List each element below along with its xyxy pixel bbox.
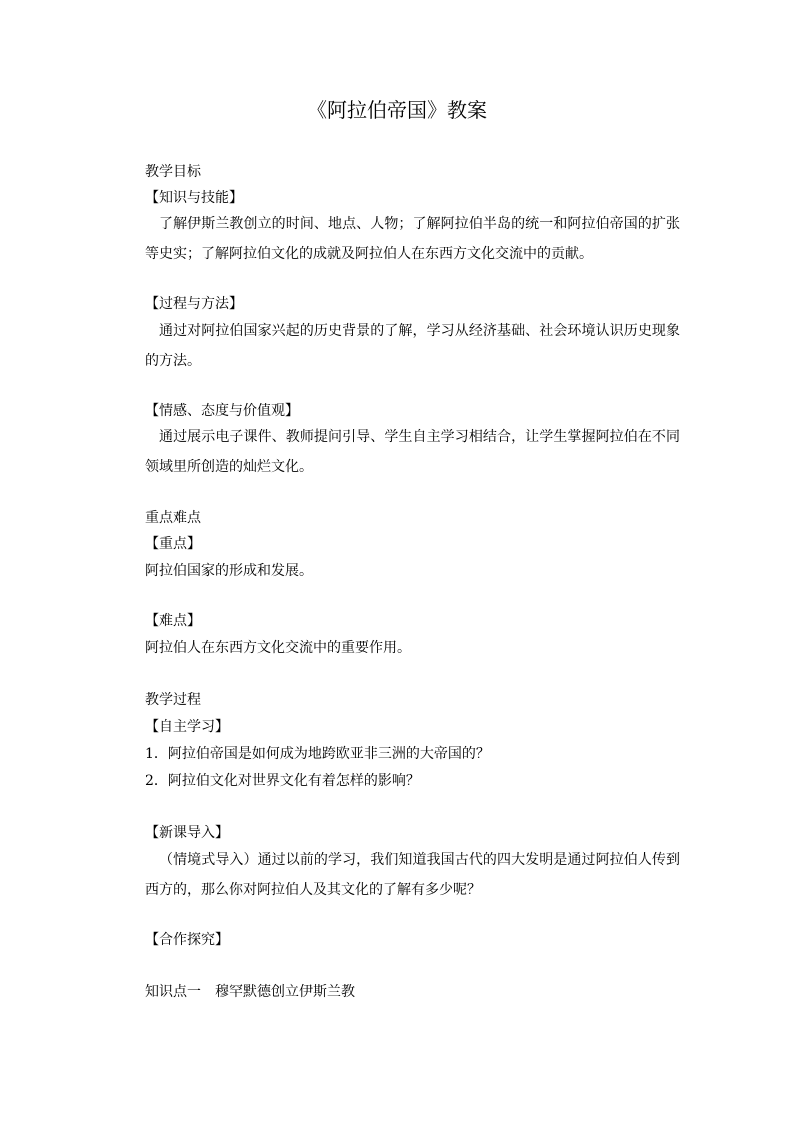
question-2: 2．阿拉伯文化对世界文化有着怎样的影响？ bbox=[145, 773, 420, 789]
subheading-self-study: 【自主学习】 bbox=[145, 719, 229, 735]
section-heading-objectives: 教学目标 bbox=[145, 164, 201, 180]
document-title: 《阿拉伯帝国》教案 bbox=[307, 98, 487, 122]
subheading-process-method: 【过程与方法】 bbox=[145, 296, 243, 312]
subheading-emotion-values: 【情感、态度与价值观】 bbox=[145, 403, 299, 419]
subheading-difficulty: 【难点】 bbox=[145, 613, 201, 629]
knowledge-point-1: 知识点一 穆罕默德创立伊斯兰教 bbox=[145, 984, 355, 1000]
paragraph-key: 阿拉伯国家的形成和发展。 bbox=[145, 563, 313, 579]
paragraph-difficulty: 阿拉伯人在东西方文化交流中的重要作用。 bbox=[145, 640, 411, 656]
subheading-cooperative-inquiry: 【合作探究】 bbox=[145, 932, 229, 948]
subheading-key: 【重点】 bbox=[145, 536, 201, 552]
paragraph-emotion-values: 通过展示电子课件、教师提问引导、学生自主学习相结合，让学生掌握阿拉伯在不同领域里所创造的灿烂文化。 bbox=[145, 429, 680, 475]
paragraph-knowledge-skills: 了解伊斯兰教创立的时间、地点、人物；了解阿拉伯半岛的统一和阿拉伯帝国的扩张等史实；了解阿拉伯文化的成就及阿拉伯人在东西方文化交流中的贡献。 bbox=[145, 216, 680, 262]
subheading-lesson-intro: 【新课导入】 bbox=[145, 825, 229, 841]
paragraph-process-method: 通过对阿拉伯国家兴起的历史背景的了解，学习从经济基础、社会环境认识历史现象的方法。 bbox=[145, 323, 680, 369]
paragraph-lesson-intro: （情境式导入）通过以前的学习，我们知道我国古代的四大发明是通过阿拉伯人传到西方的，那么你对阿拉伯人及其文化的了解有多少呢？ bbox=[145, 852, 680, 898]
subheading-knowledge-skills: 【知识与技能】 bbox=[145, 190, 243, 206]
section-heading-process: 教学过程 bbox=[145, 692, 201, 708]
section-heading-key-points: 重点难点 bbox=[145, 510, 201, 526]
question-1: 1．阿拉伯帝国是如何成为地跨欧亚非三洲的大帝国的？ bbox=[145, 746, 490, 762]
